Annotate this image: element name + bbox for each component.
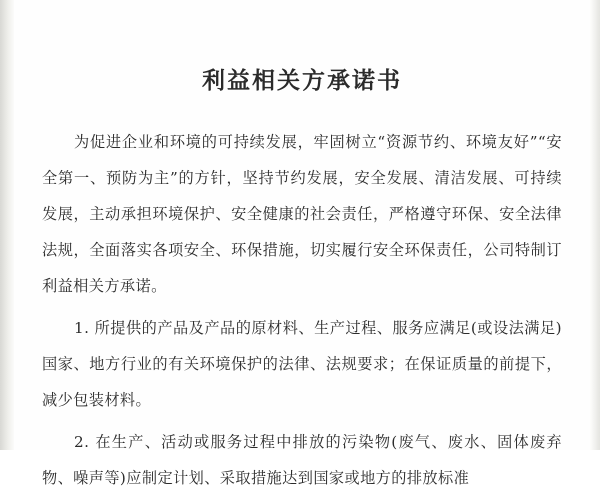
paragraph-item-1: 1. 所提供的产品及产品的原材料、生产过程、服务应满足(或设法满足)国家、地方行业的有关环境保护的法律、法规要求；在保证质量的前提下，减少包装材料。 — [42, 319, 562, 409]
document-content — [14, 0, 590, 487]
paragraph-intro: 为促进企业和环境的可持续发展，牢固树立“资源节约、环境友好”“安全第一、预防为主”的方针，坚持节约发展，安全发展、清洁发展、可持续发展，主动承担环境保护、安全健康的社会责任，严格遵守环保、安全法律法规，全面落实各项安全、环保措施，切实履行安全环保责任，公司特制订利益相关方承诺。 — [42, 133, 562, 295]
page-title: 利益相关方承诺书 — [202, 67, 402, 94]
paragraph-item-2: 2. 在生产、活动或服务过程中排放的污染物(废气、废水、固体废弃物、噪声等)应制定计划、采取措施达到国家或地方的排放标准 — [42, 433, 562, 487]
page-left-shadow — [0, 0, 14, 450]
page-right-shadow — [590, 0, 600, 450]
